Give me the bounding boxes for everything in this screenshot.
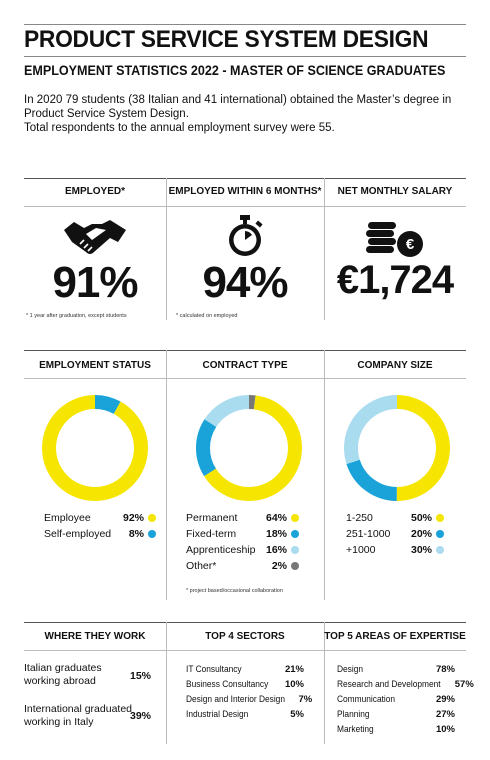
yellow-dot-icon xyxy=(291,514,299,522)
work-item-line: working abroad xyxy=(24,675,96,687)
intro-line-1: In 2020 79 students (38 Italian and 41 international) obtained the Master’s degree in Product Service System Design. xyxy=(24,94,452,120)
legend-label: Fixed-term xyxy=(186,528,237,540)
list-item-label: Communication xyxy=(337,694,396,705)
list-item-pct: 10% xyxy=(435,724,455,735)
legend-pct: 20% xyxy=(410,528,432,540)
where-they-work-heading: WHERE THEY WORK xyxy=(44,631,146,642)
employment-status-donut xyxy=(40,393,150,503)
handshake-icon xyxy=(62,218,128,258)
legend-row xyxy=(186,512,299,524)
charts-rule-head xyxy=(24,378,466,379)
work-item-label xyxy=(24,662,102,688)
list-item-label: Design and Interior Design xyxy=(186,694,285,705)
top-rule xyxy=(24,24,466,25)
list-item-pct: 29% xyxy=(435,694,455,705)
lightblue-dot-icon xyxy=(291,546,299,554)
list-item-pct: 10% xyxy=(284,679,304,690)
employed-footnote: * 1 year after graduation, except students xyxy=(26,313,127,319)
legend-label: Permanent xyxy=(186,512,238,524)
legend-pct: 8% xyxy=(128,528,144,540)
legend-label: +1000 xyxy=(346,544,376,556)
svg-text:€: € xyxy=(405,236,415,253)
legend-label: Apprenticeship xyxy=(186,544,256,556)
list-item-pct: 27% xyxy=(435,709,455,720)
legend-row xyxy=(186,544,299,556)
list-item-label: Design xyxy=(337,664,364,675)
list-item-pct: 7% xyxy=(298,694,313,705)
title-rule xyxy=(24,56,466,57)
employed-heading: EMPLOYED* xyxy=(64,186,125,197)
list-item-label: Research and Development xyxy=(337,679,441,690)
contract-type-donut xyxy=(194,393,304,503)
list-item-label: IT Consultancy xyxy=(186,664,242,675)
legend-pct: 18% xyxy=(265,528,287,540)
company-size-donut xyxy=(342,393,452,503)
blue-dot-icon xyxy=(291,530,299,538)
legend-pct: 30% xyxy=(410,544,432,556)
charts-divider-1 xyxy=(166,350,167,600)
legend-label: Other* xyxy=(186,560,217,572)
charts-divider-2 xyxy=(324,350,325,600)
list-item-label: Business Consultancy xyxy=(186,679,269,690)
employment-status-slice-yellow xyxy=(49,402,141,494)
legend-row xyxy=(346,512,444,524)
yellow-dot-icon xyxy=(436,514,444,522)
legend-pct: 16% xyxy=(265,544,287,556)
work-item-line: Italian graduates xyxy=(24,662,102,674)
bottom-rule-top xyxy=(24,622,466,623)
work-item-line: working in Italy xyxy=(24,716,94,728)
top-expertise-heading: TOP 5 AREAS OF EXPERTISE xyxy=(324,631,466,642)
list-item xyxy=(337,724,455,735)
contract-type-heading: CONTRACT TYPE xyxy=(202,360,288,371)
list-item-pct: 5% xyxy=(290,709,304,720)
page-title: PRODUCT SERVICE SYSTEM DESIGN xyxy=(24,26,429,53)
gray-dot-icon xyxy=(291,562,299,570)
page-subtitle: EMPLOYMENT STATISTICS 2022 - MASTER OF SCIENCE GRADUATES xyxy=(24,63,446,78)
yellow-dot-icon xyxy=(148,514,156,522)
legend-label: 1-250 xyxy=(346,512,373,524)
list-item-pct: 57% xyxy=(454,679,474,690)
list-item xyxy=(337,664,455,675)
legend-row xyxy=(44,528,156,540)
top-sectors-heading: TOP 4 SECTORS xyxy=(205,631,285,642)
legend-row xyxy=(186,560,299,572)
stats-rule-head xyxy=(24,206,466,207)
blue-dot-icon xyxy=(436,530,444,538)
lightblue-dot-icon xyxy=(436,546,444,554)
contract-footnote: * project based/occasional collaboration xyxy=(186,588,283,594)
coins-euro-icon xyxy=(366,216,424,260)
legend-row xyxy=(346,544,444,556)
legend-label: 251-1000 xyxy=(346,528,391,540)
stopwatch-icon xyxy=(225,214,265,258)
legend-pct: 64% xyxy=(265,512,287,524)
list-item xyxy=(186,694,313,705)
work-item-line: International graduated xyxy=(24,703,132,715)
legend-row xyxy=(346,528,444,540)
list-item-label: Marketing xyxy=(337,724,374,735)
legend-row xyxy=(44,512,156,524)
list-item xyxy=(337,709,455,720)
list-item xyxy=(186,664,304,675)
legend-label: Self-employed xyxy=(44,528,112,540)
charts-rule-top xyxy=(24,350,466,351)
company-size-heading: COMPANY SIZE xyxy=(357,360,433,371)
work-item-pct: 39% xyxy=(130,710,152,722)
bottom-rule-head xyxy=(24,650,466,651)
list-item xyxy=(186,709,304,720)
intro-text xyxy=(24,93,469,135)
work-item-pct: 15% xyxy=(130,670,152,682)
salary-value: €1,724 xyxy=(336,258,454,302)
legend-pct: 92% xyxy=(122,512,144,524)
employed-6m-footnote: * calculated on employed xyxy=(176,313,238,319)
employment-status-heading: EMPLOYMENT STATUS xyxy=(39,360,151,371)
legend-pct: 2% xyxy=(271,560,287,572)
employed-6m-heading: EMPLOYED WITHIN 6 MONTHS* xyxy=(168,186,322,197)
list-item-pct: 78% xyxy=(435,664,455,675)
list-item xyxy=(337,694,455,705)
salary-heading: NET MONTHLY SALARY xyxy=(337,186,453,197)
list-item-label: Industrial Design xyxy=(186,709,249,720)
employed-6m-value: 94% xyxy=(202,258,288,307)
stats-rule-top xyxy=(24,178,466,179)
employed-value: 91% xyxy=(52,258,138,307)
list-item-label: Planning xyxy=(337,709,370,720)
legend-pct: 50% xyxy=(410,512,432,524)
list-item xyxy=(186,679,304,690)
list-item-pct: 21% xyxy=(284,664,304,675)
list-item xyxy=(337,679,474,690)
legend-label: Employee xyxy=(44,512,91,524)
intro-line-2: Total respondents to the annual employment survey were 55. xyxy=(24,122,335,134)
work-item-label xyxy=(24,703,132,729)
legend-row xyxy=(186,528,299,540)
blue-dot-icon xyxy=(148,530,156,538)
